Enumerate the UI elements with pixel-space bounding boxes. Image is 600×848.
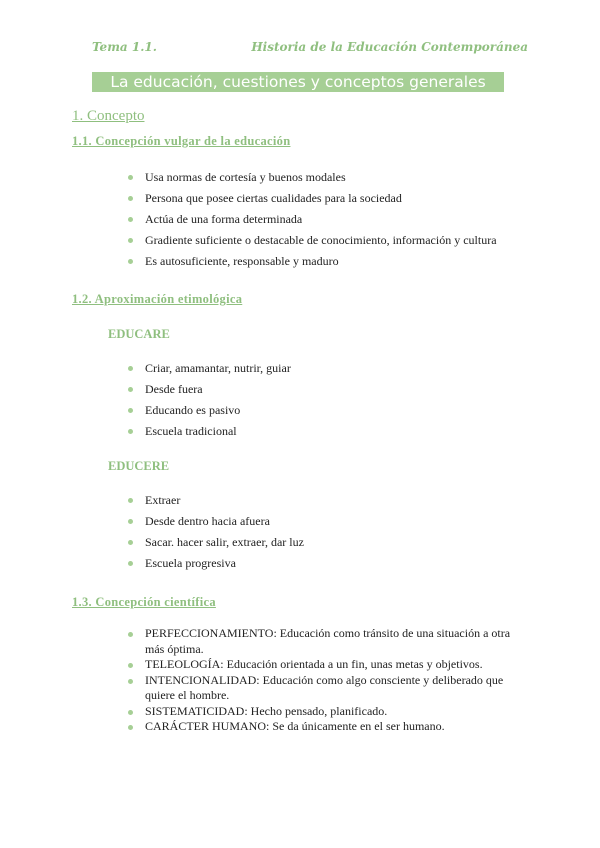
list-educere — [128, 494, 528, 578]
list-item: Es autosuficiente, responsable y maduro — [128, 255, 528, 276]
list-vulgar — [128, 171, 528, 276]
list-item: Desde fuera — [128, 383, 528, 404]
list-item: CARÁCTER HUMANO: Se da únicamente en el ser humano. — [128, 719, 513, 735]
list-item: TELEOLOGÍA: Educación orientada a un fin, unas metas y objetivos. — [128, 657, 513, 673]
list-item: Usa normas de cortesía y buenos modales — [128, 171, 528, 192]
list-item: Desde dentro hacia afuera — [128, 515, 528, 536]
list-item: SISTEMATICIDAD: Hecho pensado, planificado. — [128, 704, 513, 720]
list-item: Actúa de una forma determinada — [128, 213, 528, 234]
list-item: Persona que posee ciertas cualidades para la sociedad — [128, 192, 528, 213]
list-item: INTENCIONALIDAD: Educación como algo consciente y deliberado que quiere el hombre. — [128, 673, 513, 704]
list-item: Educando es pasivo — [128, 404, 528, 425]
list-item: Criar, amamantar, nutrir, guiar — [128, 362, 528, 383]
section-heading-concepto: 1. Concepto — [72, 108, 145, 124]
list-educare — [128, 362, 528, 446]
header-topic: Tema 1.1. — [92, 40, 157, 54]
list-item: Escuela tradicional — [128, 425, 528, 446]
list-item: Escuela progresiva — [128, 557, 528, 578]
list-cientifica — [128, 626, 513, 735]
list-item: Extraer — [128, 494, 528, 515]
header-subject: Historia de la Educación Contemporánea — [251, 40, 528, 54]
page-title: La educación, cuestiones y conceptos generales — [92, 72, 504, 92]
term-educere: EDUCERE — [108, 459, 170, 473]
subsection-heading-vulgar: 1.1. Concepción vulgar de la educación — [72, 134, 291, 148]
list-item: Sacar. hacer salir, extraer, dar luz — [128, 536, 528, 557]
term-educare: EDUCARE — [108, 327, 170, 341]
list-item: Gradiente suficiente o destacable de conocimiento, información y cultura — [128, 234, 528, 255]
subsection-heading-cientifica: 1.3. Concepción científica — [72, 595, 216, 609]
subsection-heading-etimologica: 1.2. Aproximación etimológica — [72, 292, 243, 306]
list-item: PERFECCIONAMIENTO: Educación como tránsito de una situación a otra más óptima. — [128, 626, 513, 657]
